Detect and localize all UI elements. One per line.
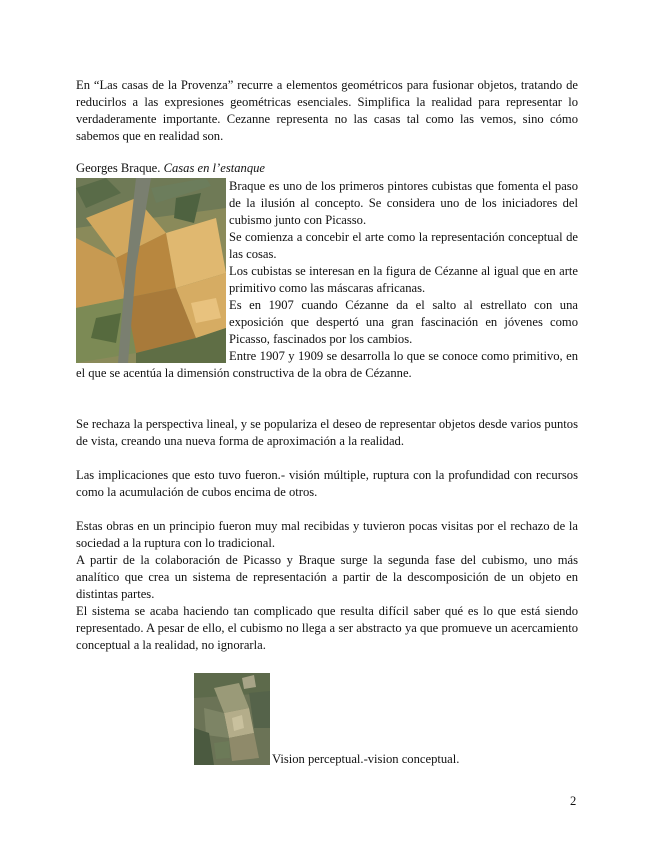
braque-section (76, 178, 578, 382)
implications-paragraph: Las implicaciones que esto tuvo fueron.- visión múltiple, ruptura con la profundidad con recursos como la acumulación de cubos encima de otros. (76, 468, 578, 499)
intro-paragraph: En “Las casas de la Provenza” recurre a elementos geométricos para fusionar objetos, tratando de reducirlos a las expresiones geométricas esenciales. Simplifica la realidad para representar lo verdaderamente importante. Cezanne representa no las casas tal como las vemos, sino cómo sabemos que en realidad son. (76, 78, 578, 143)
braque-paragraph-4: Es en 1907 cuando Cézanne da el salto al estrellato con una exposición que despertó una gran fascinación en jóvenes como Picasso, fascinados por los cambios. (229, 298, 578, 346)
figure-caption (76, 160, 265, 177)
braque-paragraph-1: Braque es uno de los primeros pintores cubistas que fomenta el paso de la ilusión al concepto. Se considera uno de los iniciadores del cubismo junto con Picasso. (229, 179, 578, 227)
second-image-caption: Vision perceptual.-vision conceptual. (272, 752, 460, 766)
page-number: 2 (570, 794, 577, 808)
braque-paragraph-5: Entre 1907 y 1909 se desarrolla lo que se conoce como primitivo, en el que se acentúa la dimensión constructiva de la obra de Cézanne. (76, 349, 578, 380)
braque-paragraph-2: Se comienza a concebir el arte como la representación conceptual de las cosas. (229, 230, 578, 261)
braque-painting-image (76, 178, 226, 363)
reception-paragraph-1: Estas obras en un principio fueron muy mal recibidas y tuvieron pocas visitas por el rechazo de la sociedad a la ruptura con lo tradicional. (76, 519, 578, 550)
second-painting-image (194, 673, 270, 765)
reception-paragraph-2: A partir de la colaboración de Picasso y Braque surge la segunda fase del cubismo, uno más analítico que crea un sistema de representación a partir de la descomposición de un objeto en distintas partes. (76, 553, 578, 601)
reception-paragraph-3: El sistema se acaba haciendo tan complicado que resulta difícil saber qué es lo que está siendo representado. A pesar de ello, el cubismo no llega a ser abstracto ya que promueve un acercamiento conceptual a la realidad, no ignorarla. (76, 604, 578, 652)
perspective-paragraph: Se rechaza la perspectiva lineal, y se populariza el deseo de representar objetos desde varios puntos de vista, creando una nueva forma de aproximación a la realidad. (76, 417, 578, 448)
caption-title: Casas en l’estanque (163, 161, 266, 175)
braque-paragraph-3: Los cubistas se interesan en la figura de Cézanne al igual que en arte primitivo como las máscaras africanas. (229, 264, 578, 295)
caption-artist: Georges Braque. (76, 161, 164, 175)
reception-section (76, 518, 578, 654)
